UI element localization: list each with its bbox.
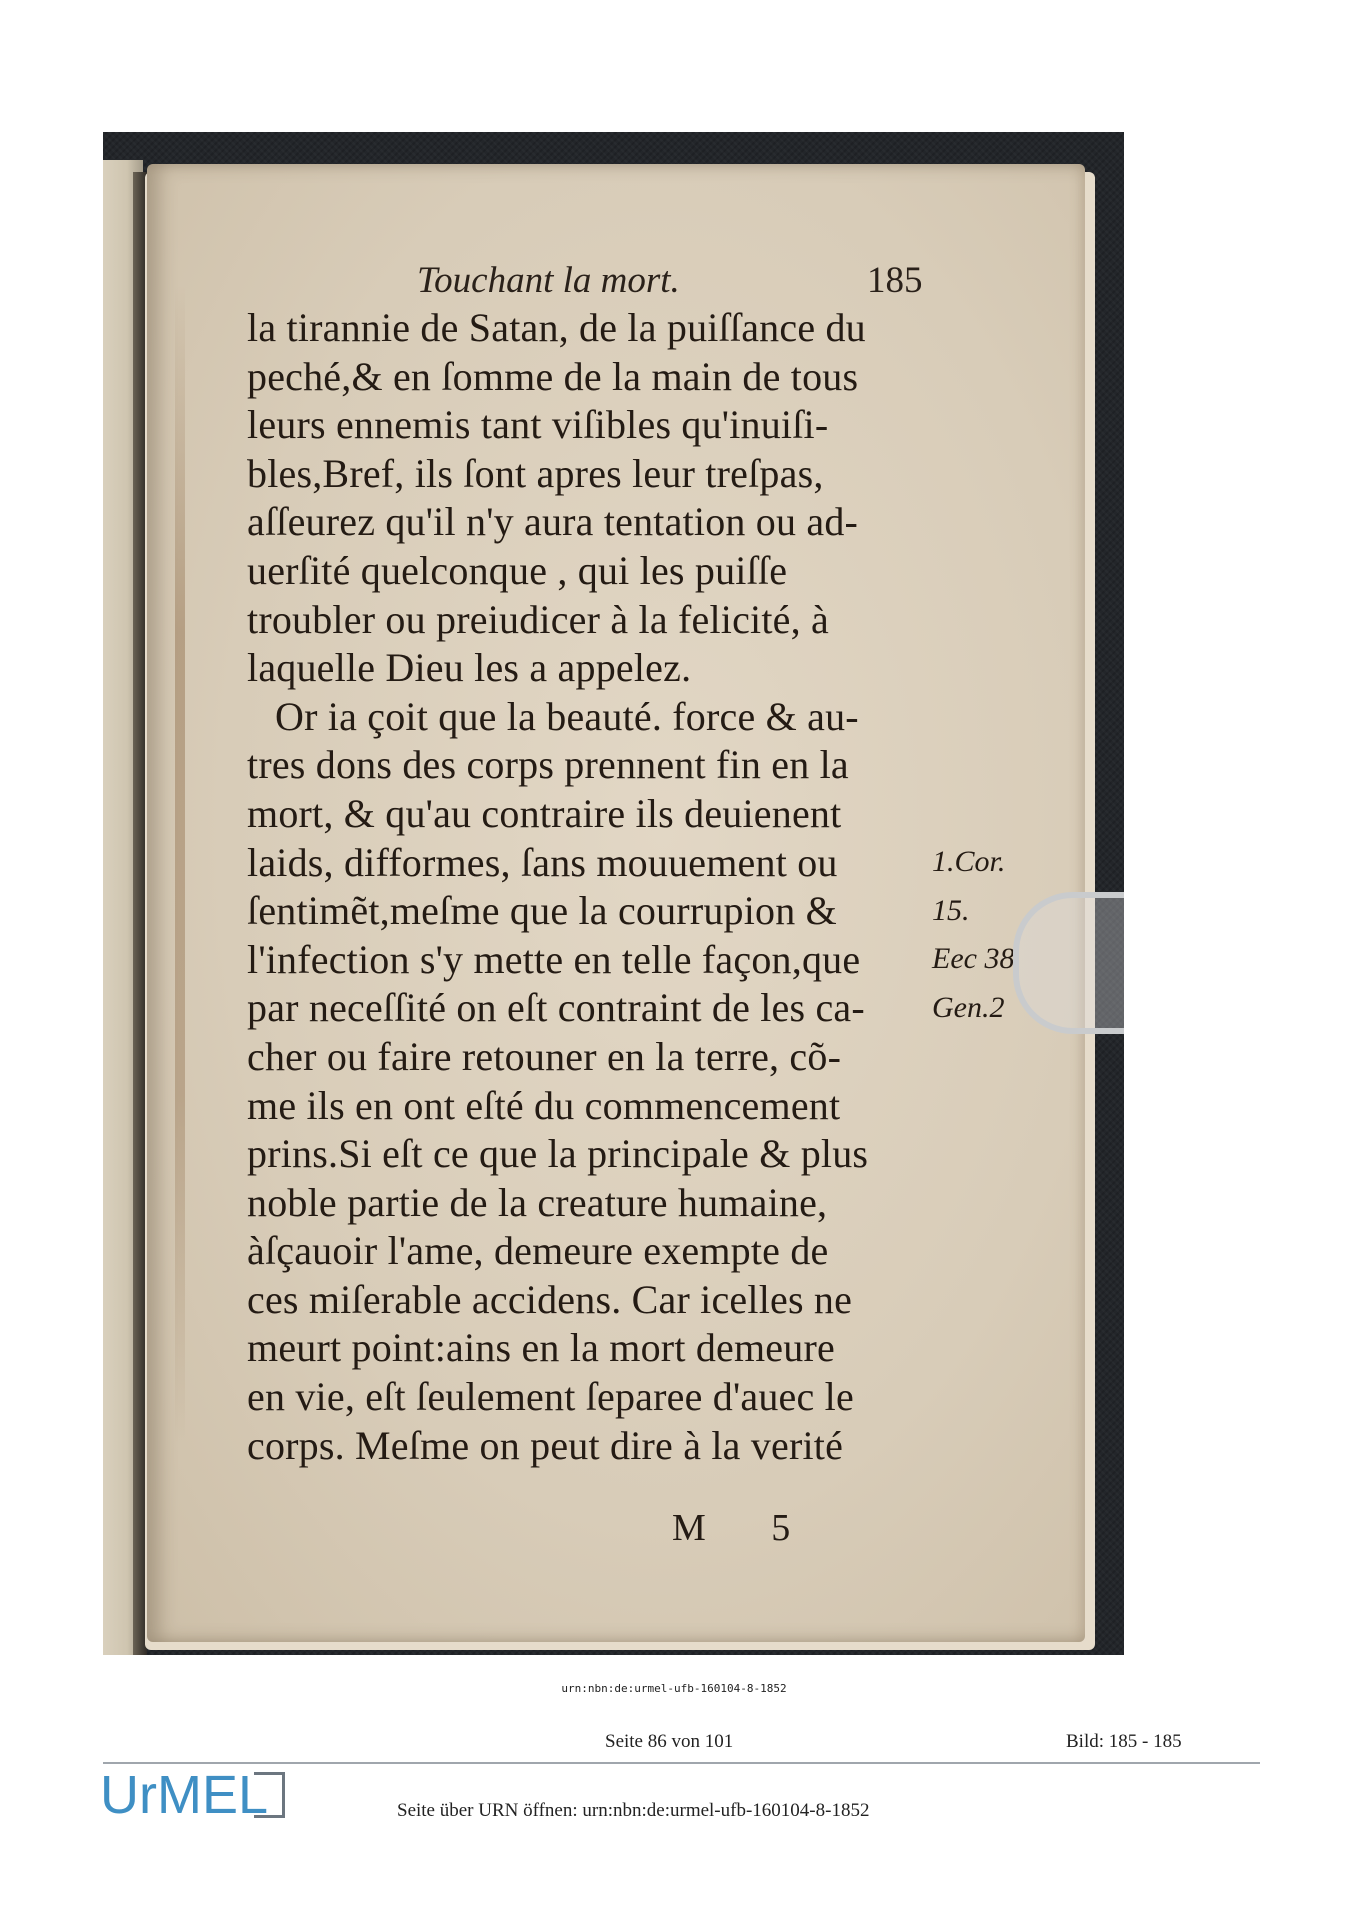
text-line: en vie, eſt ſeulement ſeparee d'auec le xyxy=(247,1374,854,1420)
text-line: me ils en ont eſté du commencement xyxy=(247,1082,841,1128)
footer-divider xyxy=(103,1762,1260,1764)
text-line: aſſeurez qu'il n'y aura tentation ou ad- xyxy=(247,499,859,545)
text-line: àſçauoir l'ame, demeure exempte de xyxy=(247,1228,829,1274)
margin-note: Gen.2 xyxy=(932,991,1005,1024)
text-line: par neceſſité on eſt contraint de les ca- xyxy=(247,985,865,1031)
urmel-logo: UrMEL xyxy=(100,1765,269,1825)
logo-bracket-icon xyxy=(254,1772,285,1818)
text-line: cher ou faire retouner en la terre, cõ- xyxy=(247,1033,842,1079)
text-line: meurt point:ains en la mort demeure xyxy=(247,1325,835,1371)
text-line: Or ia çoit que la beauté. force & au- xyxy=(275,693,859,739)
text-line: troubler ou preiudicer à la felicité, à xyxy=(247,596,829,642)
margin-note: 1.Cor. xyxy=(932,845,1006,878)
text-line: mort, & qu'au contraire ils deuienent xyxy=(247,790,842,836)
page-clip xyxy=(1013,892,1124,1034)
signature-mark: M 5 xyxy=(672,1507,819,1549)
text-line: ſentimẽt,meſme que la courrupion & xyxy=(247,888,837,934)
text-line: tres dons des corps prennent fin en la xyxy=(247,742,849,788)
gutter-stain xyxy=(175,284,185,1444)
running-head: Touchant la mort. xyxy=(417,260,680,301)
text-line: la tirannie de Satan, de la puiſſance du xyxy=(247,305,866,350)
book-page xyxy=(147,164,1085,1642)
text-line: noble partie de la creature humaine, xyxy=(247,1179,828,1225)
text-line: prins.Si eſt ce que la principale & plus xyxy=(247,1131,869,1177)
urn-caption: urn:nbn:de:urmel-ufb-160104-8-1852 xyxy=(561,1682,787,1695)
page-counter: Seite 86 von 101 xyxy=(605,1731,734,1752)
text-line: uerſité quelconque , qui les puiſſe xyxy=(247,547,788,593)
urn-link[interactable]: Seite über URN öffnen: urn:nbn:de:urmel-ufb-160104-8-1852 xyxy=(397,1800,870,1821)
text-line: bles,Bref, ils ſont apres leur treſpas, xyxy=(247,450,824,496)
printed-page-number: 185 xyxy=(867,260,923,301)
text-line: peché,& en ſomme de la main de tous xyxy=(247,353,859,399)
text-line: ces miſerable accidens. Car icelles ne xyxy=(247,1276,853,1322)
margin-note: 15. xyxy=(932,894,970,927)
text-line: laquelle Dieu les a appelez. xyxy=(247,645,692,691)
image-range: Bild: 185 - 185 xyxy=(1066,1731,1182,1752)
text-line: l'infection s'y mette en telle façon,que xyxy=(247,936,861,982)
body-text xyxy=(247,304,967,1470)
scanned-page-image xyxy=(103,132,1124,1655)
margin-note: Eec 38 xyxy=(932,942,1015,975)
text-line: laids, difformes, ſans mouuement ou xyxy=(247,839,838,885)
text-line: leurs ennemis tant viſibles qu'inuiſi- xyxy=(247,402,829,448)
text-line: corps. Meſme on peut dire à la verité xyxy=(247,1422,844,1468)
